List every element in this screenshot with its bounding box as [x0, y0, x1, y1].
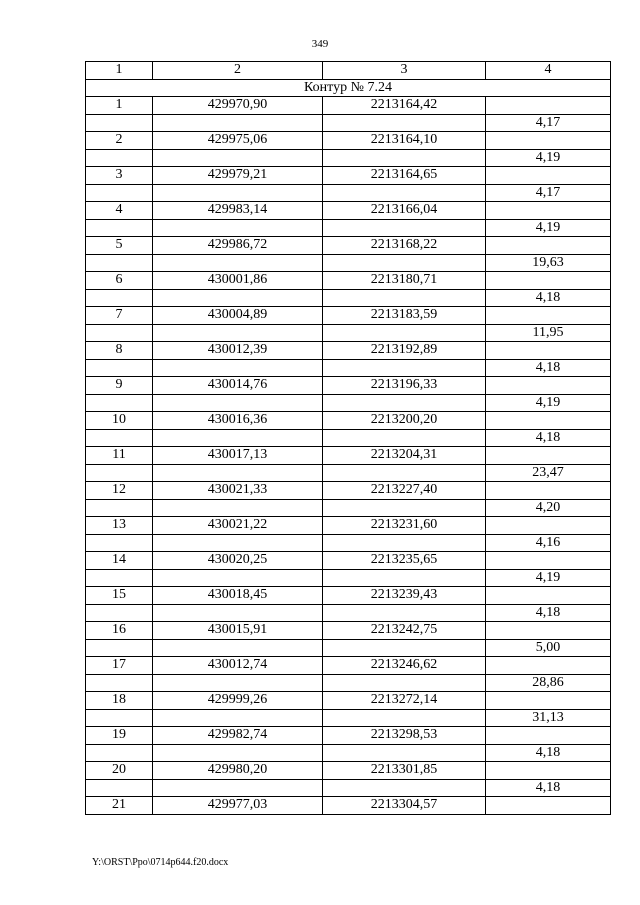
table-body — [86, 62, 611, 815]
coordinates-table — [85, 61, 611, 815]
footer-file-path: Y:\ORST\Ppo\0714p644.f20.docx — [92, 857, 229, 868]
distance-value: 19,63 — [486, 254, 611, 272]
empty-cell — [486, 272, 611, 290]
empty-cell — [153, 744, 323, 762]
distance-row — [86, 289, 611, 307]
distance-value: 4,18 — [486, 429, 611, 447]
point-number: 16 — [86, 622, 153, 640]
empty-cell — [153, 604, 323, 622]
point-row — [86, 202, 611, 220]
distance-row — [86, 779, 611, 797]
distance-value: 31,13 — [486, 709, 611, 727]
y-coordinate: 2213183,59 — [323, 307, 486, 325]
distance-value: 4,18 — [486, 604, 611, 622]
point-row — [86, 167, 611, 185]
point-row — [86, 97, 611, 115]
empty-cell — [86, 534, 153, 552]
point-number: 9 — [86, 377, 153, 395]
x-coordinate: 430012,74 — [153, 657, 323, 675]
point-number: 11 — [86, 447, 153, 465]
y-coordinate: 2213235,65 — [323, 552, 486, 570]
point-row — [86, 762, 611, 780]
empty-cell — [86, 359, 153, 377]
point-number: 21 — [86, 797, 153, 815]
contour-title: Контур № 7.24 — [86, 79, 611, 97]
page-number: 349 — [311, 38, 329, 50]
point-row — [86, 482, 611, 500]
distance-value: 4,16 — [486, 534, 611, 552]
empty-cell — [86, 289, 153, 307]
x-coordinate: 429975,06 — [153, 132, 323, 150]
x-coordinate: 430021,22 — [153, 517, 323, 535]
x-coordinate: 430015,91 — [153, 622, 323, 640]
empty-cell — [153, 499, 323, 517]
y-coordinate: 2213168,22 — [323, 237, 486, 255]
x-coordinate: 430021,33 — [153, 482, 323, 500]
distance-value: 4,20 — [486, 499, 611, 517]
y-coordinate: 2213192,89 — [323, 342, 486, 360]
empty-cell — [486, 412, 611, 430]
empty-cell — [153, 464, 323, 482]
x-coordinate: 430012,39 — [153, 342, 323, 360]
empty-cell — [323, 779, 486, 797]
empty-cell — [323, 534, 486, 552]
empty-cell — [323, 499, 486, 517]
distance-value: 4,17 — [486, 114, 611, 132]
empty-cell — [486, 202, 611, 220]
empty-cell — [153, 289, 323, 307]
x-coordinate: 429983,14 — [153, 202, 323, 220]
empty-cell — [153, 709, 323, 727]
point-row — [86, 692, 611, 710]
distance-value: 4,18 — [486, 289, 611, 307]
point-number: 6 — [86, 272, 153, 290]
empty-cell — [153, 149, 323, 167]
x-coordinate: 429980,20 — [153, 762, 323, 780]
empty-cell — [486, 657, 611, 675]
point-row — [86, 797, 611, 815]
distance-row — [86, 709, 611, 727]
empty-cell — [323, 219, 486, 237]
x-coordinate: 429970,90 — [153, 97, 323, 115]
y-coordinate: 2213204,31 — [323, 447, 486, 465]
empty-cell — [153, 569, 323, 587]
point-number: 3 — [86, 167, 153, 185]
distance-row — [86, 604, 611, 622]
empty-cell — [486, 762, 611, 780]
y-coordinate: 2213164,10 — [323, 132, 486, 150]
x-coordinate: 429979,21 — [153, 167, 323, 185]
y-coordinate: 2213298,53 — [323, 727, 486, 745]
y-coordinate: 2213200,20 — [323, 412, 486, 430]
distance-value: 4,18 — [486, 359, 611, 377]
point-row — [86, 622, 611, 640]
x-coordinate: 430017,13 — [153, 447, 323, 465]
distance-row — [86, 569, 611, 587]
y-coordinate: 2213164,42 — [323, 97, 486, 115]
point-number: 8 — [86, 342, 153, 360]
empty-cell — [323, 149, 486, 167]
y-coordinate: 2213301,85 — [323, 762, 486, 780]
distance-row — [86, 324, 611, 342]
point-row — [86, 657, 611, 675]
empty-cell — [323, 464, 486, 482]
distance-row — [86, 674, 611, 692]
distance-value: 11,95 — [486, 324, 611, 342]
empty-cell — [323, 639, 486, 657]
header-cell-2: 2 — [153, 62, 323, 80]
empty-cell — [153, 114, 323, 132]
point-row — [86, 517, 611, 535]
point-row — [86, 552, 611, 570]
empty-cell — [153, 359, 323, 377]
point-number: 20 — [86, 762, 153, 780]
x-coordinate: 430018,45 — [153, 587, 323, 605]
empty-cell — [86, 394, 153, 412]
empty-cell — [323, 569, 486, 587]
empty-cell — [153, 429, 323, 447]
point-number: 5 — [86, 237, 153, 255]
header-cell-3: 3 — [323, 62, 486, 80]
x-coordinate: 429999,26 — [153, 692, 323, 710]
empty-cell — [486, 97, 611, 115]
y-coordinate: 2213164,65 — [323, 167, 486, 185]
y-coordinate: 2213166,04 — [323, 202, 486, 220]
x-coordinate: 430014,76 — [153, 377, 323, 395]
distance-value: 5,00 — [486, 639, 611, 657]
y-coordinate: 2213246,62 — [323, 657, 486, 675]
empty-cell — [86, 674, 153, 692]
y-coordinate: 2213227,40 — [323, 482, 486, 500]
distance-value: 4,18 — [486, 779, 611, 797]
empty-cell — [323, 744, 486, 762]
empty-cell — [86, 744, 153, 762]
distance-value: 4,17 — [486, 184, 611, 202]
empty-cell — [323, 674, 486, 692]
empty-cell — [486, 342, 611, 360]
point-row — [86, 447, 611, 465]
point-number: 10 — [86, 412, 153, 430]
empty-cell — [86, 569, 153, 587]
empty-cell — [486, 132, 611, 150]
x-coordinate: 430020,25 — [153, 552, 323, 570]
empty-cell — [86, 499, 153, 517]
distance-value: 4,19 — [486, 149, 611, 167]
distance-row — [86, 359, 611, 377]
empty-cell — [486, 377, 611, 395]
distance-value: 28,86 — [486, 674, 611, 692]
empty-cell — [86, 254, 153, 272]
point-row — [86, 727, 611, 745]
empty-cell — [323, 289, 486, 307]
y-coordinate: 2213242,75 — [323, 622, 486, 640]
empty-cell — [323, 394, 486, 412]
distance-value: 4,18 — [486, 744, 611, 762]
distance-row — [86, 744, 611, 762]
point-row — [86, 307, 611, 325]
empty-cell — [86, 219, 153, 237]
empty-cell — [323, 184, 486, 202]
distance-row — [86, 114, 611, 132]
x-coordinate: 429982,74 — [153, 727, 323, 745]
distance-row — [86, 534, 611, 552]
empty-cell — [153, 779, 323, 797]
empty-cell — [153, 534, 323, 552]
point-number: 4 — [86, 202, 153, 220]
empty-cell — [486, 692, 611, 710]
y-coordinate: 2213239,43 — [323, 587, 486, 605]
point-number: 19 — [86, 727, 153, 745]
point-row — [86, 587, 611, 605]
empty-cell — [86, 429, 153, 447]
empty-cell — [86, 184, 153, 202]
header-cell-4: 4 — [486, 62, 611, 80]
distance-row — [86, 639, 611, 657]
empty-cell — [486, 237, 611, 255]
distance-row — [86, 149, 611, 167]
point-number: 7 — [86, 307, 153, 325]
point-row — [86, 272, 611, 290]
empty-cell — [153, 254, 323, 272]
empty-cell — [486, 517, 611, 535]
empty-cell — [153, 639, 323, 657]
distance-value: 4,19 — [486, 569, 611, 587]
distance-row — [86, 219, 611, 237]
point-number: 13 — [86, 517, 153, 535]
empty-cell — [323, 324, 486, 342]
point-number: 2 — [86, 132, 153, 150]
empty-cell — [153, 394, 323, 412]
empty-cell — [486, 447, 611, 465]
empty-cell — [486, 167, 611, 185]
contour-title-row — [86, 79, 611, 97]
empty-cell — [86, 779, 153, 797]
empty-cell — [153, 674, 323, 692]
distance-row — [86, 499, 611, 517]
x-coordinate: 429977,03 — [153, 797, 323, 815]
point-number: 1 — [86, 97, 153, 115]
distance-row — [86, 464, 611, 482]
header-row — [86, 62, 611, 80]
empty-cell — [486, 797, 611, 815]
empty-cell — [486, 622, 611, 640]
empty-cell — [153, 219, 323, 237]
distance-row — [86, 429, 611, 447]
y-coordinate: 2213272,14 — [323, 692, 486, 710]
empty-cell — [486, 307, 611, 325]
x-coordinate: 429986,72 — [153, 237, 323, 255]
empty-cell — [323, 709, 486, 727]
empty-cell — [486, 552, 611, 570]
point-row — [86, 342, 611, 360]
empty-cell — [153, 184, 323, 202]
y-coordinate: 2213304,57 — [323, 797, 486, 815]
distance-value: 4,19 — [486, 394, 611, 412]
y-coordinate: 2213196,33 — [323, 377, 486, 395]
point-row — [86, 132, 611, 150]
empty-cell — [86, 324, 153, 342]
point-number: 17 — [86, 657, 153, 675]
empty-cell — [323, 254, 486, 272]
point-number: 18 — [86, 692, 153, 710]
x-coordinate: 430001,86 — [153, 272, 323, 290]
empty-cell — [486, 727, 611, 745]
header-cell-1: 1 — [86, 62, 153, 80]
x-coordinate: 430004,89 — [153, 307, 323, 325]
empty-cell — [86, 639, 153, 657]
y-coordinate: 2213180,71 — [323, 272, 486, 290]
empty-cell — [86, 464, 153, 482]
distance-row — [86, 394, 611, 412]
point-row — [86, 377, 611, 395]
empty-cell — [323, 359, 486, 377]
empty-cell — [486, 482, 611, 500]
empty-cell — [323, 114, 486, 132]
distance-row — [86, 184, 611, 202]
empty-cell — [486, 587, 611, 605]
distance-row — [86, 254, 611, 272]
point-row — [86, 237, 611, 255]
empty-cell — [86, 709, 153, 727]
point-number: 12 — [86, 482, 153, 500]
empty-cell — [323, 604, 486, 622]
distance-value: 23,47 — [486, 464, 611, 482]
empty-cell — [153, 324, 323, 342]
empty-cell — [86, 114, 153, 132]
point-number: 14 — [86, 552, 153, 570]
empty-cell — [323, 429, 486, 447]
point-number: 15 — [86, 587, 153, 605]
point-row — [86, 412, 611, 430]
x-coordinate: 430016,36 — [153, 412, 323, 430]
distance-value: 4,19 — [486, 219, 611, 237]
empty-cell — [86, 604, 153, 622]
y-coordinate: 2213231,60 — [323, 517, 486, 535]
empty-cell — [86, 149, 153, 167]
